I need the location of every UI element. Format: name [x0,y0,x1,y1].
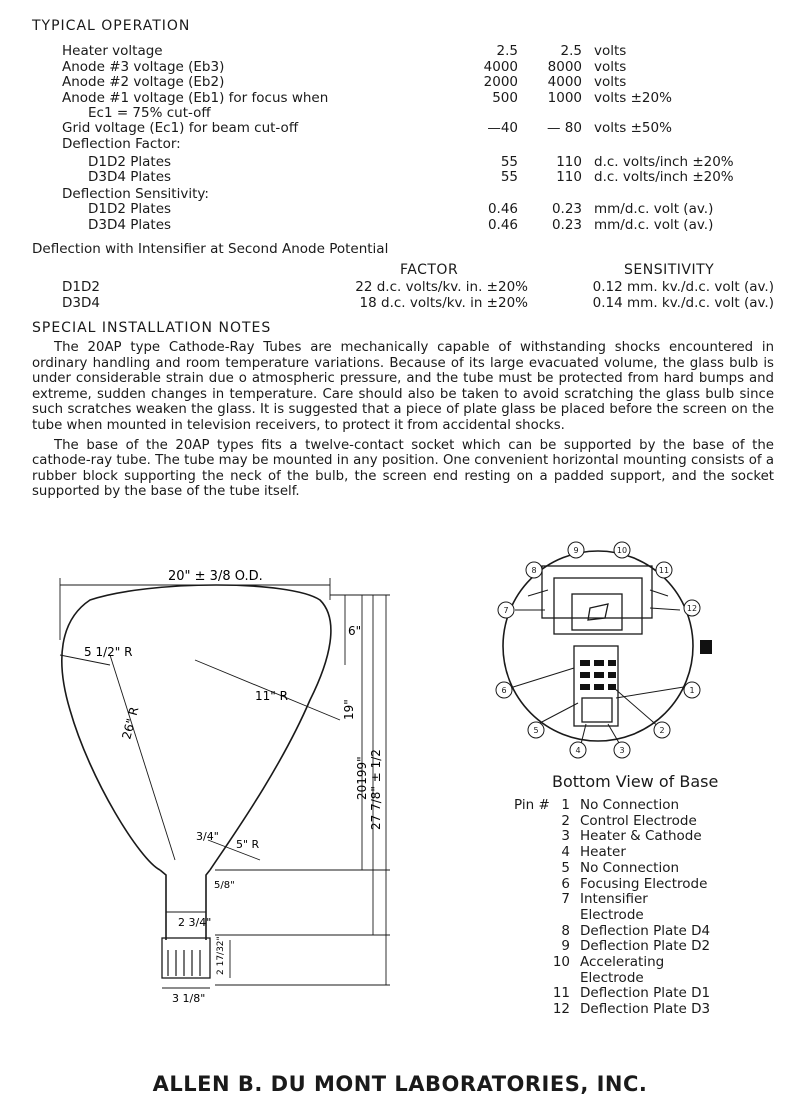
operation-row [0,105,800,121]
pin-description: Deflection Plate D3 [580,1001,711,1018]
pin-row [500,877,790,893]
operation-value-1: 2000 [483,74,518,90]
operation-row [0,217,800,233]
base-view-title: Bottom View of Base [552,772,719,791]
pin-12 [684,600,700,616]
operation-row [0,120,800,136]
pin-row [500,892,790,908]
svg-text:10: 10 [616,546,628,555]
operation-row [0,169,800,185]
pin-description: Control Electrode [580,812,697,829]
operation-value-2: 1000 [547,90,582,106]
notes-paragraph-2: The base of the 20AP types fits a twelve-contact socket which can be supported by the base of the cathode-ray tube. The tube may be mounted in any position. One convenient horizontal mounting consists of a rubber block supporting the neck of the bulb, the screen end resting on a padded support, and the socket supported by the base of the tube itself. [32,437,774,500]
operation-value-1: 4000 [483,59,518,75]
operation-label: Ec1 = 75% cut-off [88,105,211,121]
operation-value-2: 110 [556,154,582,170]
pin-description: No Connection [580,859,680,876]
pin-number: 11 [552,985,570,1002]
operation-row [0,59,800,75]
svg-text:8: 8 [531,566,537,575]
pin-description: No Connection [580,797,680,813]
operation-value-2: 8000 [547,59,582,75]
svg-text:6: 6 [501,686,507,695]
intensifier-sensitivity: 0.14 mm. kv./d.c. volt (av.) [592,295,774,311]
svg-text:12: 12 [686,604,698,613]
operation-unit: volts [594,74,627,90]
base-key [700,640,712,654]
operation-value-1: 55 [500,154,518,170]
pin-number: 1 [561,797,570,813]
operation-row [0,201,800,217]
operation-value-1: 0.46 [487,201,518,217]
pin-number: 4 [561,844,570,861]
pin-row [500,908,790,924]
electrode-structure [542,566,652,726]
pin-row [500,798,790,814]
pin-row [500,829,790,845]
dim-11-r: 11" R [255,689,288,703]
operation-label: Heater voltage [62,43,163,59]
operation-unit: mm/d.c. volt (av.) [594,217,714,233]
notes-body [32,340,774,500]
dim-5-r: 5" R [236,838,260,851]
factor-header: FACTOR [400,262,459,278]
pin-5 [528,722,544,738]
tube-outline-drawing [0,540,460,1010]
pin-description: Intensifier [580,891,648,908]
operation-label: Anode #3 voltage (Eb3) [62,59,225,75]
pin-row [500,845,790,861]
pin-prefix: Pin # [514,797,550,813]
dim-3-4: 3/4" [196,830,219,843]
operation-label: D1D2 Plates [88,154,172,170]
tube-bulb-outline [62,585,331,870]
dim-19: 19" [342,699,356,720]
intensifier-factor: 18 d.c. volts/kv. in ±20% [359,295,528,311]
pin-2 [654,722,670,738]
base-bottom-view-diagram [490,538,720,763]
operation-value-2: 2.5 [560,43,582,59]
pin-row [500,814,790,830]
pin-11 [656,562,672,578]
pin-4 [570,742,586,758]
pin-number: 2 [561,812,570,829]
dim-20199: 20199" [355,756,369,800]
pin-number: 12 [552,1001,570,1018]
pin-number: 9 [561,938,570,955]
operation-label: Anode #1 voltage (Eb1) for focus when [62,90,329,106]
notes-title: SPECIAL INSTALLATION NOTES [32,320,272,336]
operation-unit: volts [594,43,627,59]
dim-2-3-4: 2 3/4" [178,916,212,929]
operation-value-1: 55 [500,169,518,185]
operation-row [0,136,800,152]
pin-row [500,861,790,877]
operation-value-2: 0.23 [551,217,582,233]
intensifier-factor: 22 d.c. volts/kv. in. ±20% [355,279,528,295]
pin-row [500,924,790,940]
dim-26-r: 26" R [119,705,142,741]
operation-label: Deflection Factor: [62,136,181,152]
pin-description: Electrode [580,906,644,923]
pin-6 [496,682,512,698]
operation-label: Grid voltage (Ec1) for beam cut-off [62,120,299,136]
dim-5-half-r: 5 1/2" R [84,645,133,659]
pin-8 [526,562,542,578]
operation-value-1: 500 [492,90,518,106]
operation-row [0,186,800,202]
operation-value-2: 4000 [547,74,582,90]
svg-text:2: 2 [659,726,665,735]
pin-description: Heater & Cathode [580,828,702,845]
pin-number: 10 [552,954,570,970]
pin-description: Electrode [580,969,644,986]
operation-label: D3D4 Plates [88,169,172,185]
pin-7 [498,602,514,618]
intensifier-sensitivity: 0.12 mm. kv./d.c. volt (av.) [592,279,774,295]
operation-label: D3D4 Plates [88,217,172,233]
intensifier-label: D3D4 [62,295,100,311]
intensifier-title: Deflection with Intensifier at Second Anode Potential [32,241,389,257]
pin-row [500,971,790,987]
pin-10 [614,542,630,558]
pin-row [500,939,790,955]
svg-text:5: 5 [533,726,539,735]
intensifier-label: D1D2 [62,279,100,295]
tube-base [162,938,210,978]
footer-company: ALLEN B. DU MONT LABORATORIES, INC. [152,1072,648,1096]
operation-unit: d.c. volts/inch ±20% [594,154,734,170]
pin-number: 7 [561,891,570,908]
notes-paragraph-1: The 20AP type Cathode-Ray Tubes are mechanically capable of withstanding shocks encountered in ordinary handling and room temperature variations. Because of its large evacuated volume, the glass bulb is under considerable strain due o atmospheric pressure, and the tube must be protected from hard bumps and extreme, sudden changes in temperature. Care should also be taken to avoid scratching the glass bulb since such scratches weaken the glass. It is suggested that a piece of plate glass be placed before the screen on the tube when mounted in television receivers, to protect it from accidental shocks. [32,340,774,433]
svg-text:3: 3 [619,746,625,755]
operation-row [0,74,800,90]
dim-5-8: 5/8" [214,880,235,891]
pin-description: Deflection Plate D4 [580,922,711,939]
operation-row [0,43,800,59]
pin-row [500,986,790,1002]
operation-unit: volts ±20% [594,90,672,106]
svg-text:1: 1 [689,686,695,695]
svg-text:9: 9 [573,546,579,555]
tube-neck-outline [160,870,210,940]
operation-label: Deflection Sensitivity: [62,186,209,202]
pin-number: 3 [561,828,570,845]
operation-value-1: —40 [487,120,518,136]
operation-row [0,154,800,170]
dim-3-1-8: 3 1/8" [172,992,206,1005]
operation-value-1: 2.5 [496,43,518,59]
operation-value-1: 0.46 [487,217,518,233]
operation-value-2: 110 [556,169,582,185]
operation-unit: volts [594,59,627,75]
pin-description: Deflection Plate D1 [580,985,711,1002]
dim-diameter: 20" ± 3/8 O.D. [168,569,263,584]
pin-description: Deflection Plate D2 [580,938,711,955]
pin-number: 5 [561,859,570,876]
operation-unit: mm/d.c. volt (av.) [594,201,714,217]
operation-label: Anode #2 voltage (Eb2) [62,74,225,90]
svg-text:7: 7 [503,606,509,615]
pin-number: 8 [561,922,570,939]
svg-text:11: 11 [658,566,670,575]
operation-label: D1D2 Plates [88,201,172,217]
svg-text:4: 4 [575,746,581,755]
pin-number: 6 [561,875,570,892]
dim-2-17-32: 2 17/32" [216,936,226,975]
pin-9 [568,542,584,558]
dim-27-7-8: 27 7/8" ± 1/2 [369,749,383,830]
typical-operation-title: TYPICAL OPERATION [32,18,191,34]
operation-row [0,90,800,106]
pin-3 [614,742,630,758]
pin-row [500,1002,790,1018]
dim-6: 6" [348,624,362,638]
operation-unit: d.c. volts/inch ±20% [594,169,734,185]
operation-value-2: — 80 [547,120,582,136]
sensitivity-header: SENSITIVITY [624,262,715,278]
pin-description: Focusing Electrode [580,875,708,892]
operation-value-2: 0.23 [551,201,582,217]
pin-description: Heater [580,844,626,861]
pin-1 [684,682,700,698]
operation-unit: volts ±50% [594,120,672,136]
pin-row [500,955,790,971]
pin-description: Accelerating [580,954,665,970]
